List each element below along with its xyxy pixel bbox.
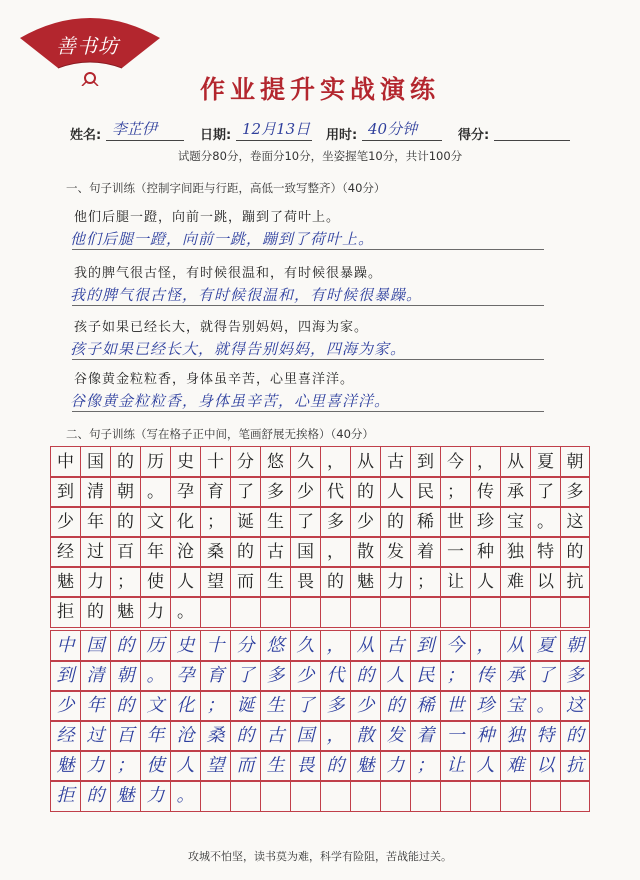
grid-cell: 珍 [470, 507, 500, 537]
grid-cell: 分 [230, 631, 260, 661]
grid-row [50, 750, 590, 782]
time-value: 40分钟 [368, 120, 418, 138]
grid-row [50, 446, 590, 478]
grid-cell: 一 [440, 537, 470, 567]
grid-cell: 力 [140, 781, 170, 811]
grid-cell [380, 597, 410, 627]
grid-cell [200, 597, 230, 627]
grid-cell: 拒 [50, 781, 80, 811]
grid-cell: 以 [530, 751, 560, 781]
grid-cell: 古 [260, 721, 290, 751]
grid-cell: 种 [470, 721, 500, 751]
writing-rule [72, 359, 544, 360]
grid-cell: 到 [410, 447, 440, 477]
grid-cell: 古 [260, 537, 290, 567]
grid-cell: ； [410, 567, 440, 597]
printed-sentence: 他们后腿一蹬，向前一跳，蹦到了荷叶上。 [74, 210, 341, 225]
grid-cell: ， [320, 631, 350, 661]
grid-cell: 从 [350, 631, 380, 661]
grid-cell: 沧 [170, 721, 200, 751]
grid-cell: 人 [170, 751, 200, 781]
grid-cell: 的 [110, 631, 140, 661]
grid-row [50, 660, 590, 692]
grid-cell: 多 [560, 661, 590, 691]
grid-row [50, 476, 590, 508]
grid-cell: 。 [140, 477, 170, 507]
name-label: 姓名: [70, 128, 102, 143]
grid-cell: 的 [80, 781, 110, 811]
scoring-note: 试题分80分，卷面分10分，坐姿握笔10分，共计100分 [177, 149, 463, 163]
date-value: 12月13日 [242, 120, 311, 138]
writing-rule [72, 249, 544, 250]
grid-cell [320, 781, 350, 811]
grid-cell: 魅 [50, 751, 80, 781]
grid-cell: 分 [230, 447, 260, 477]
grid-cell [290, 781, 320, 811]
grid-cell: 国 [290, 537, 320, 567]
grid-cell: 十 [200, 447, 230, 477]
info-bar [70, 118, 580, 144]
grid-cell: ； [110, 751, 140, 781]
grid-row [50, 720, 590, 752]
grid-cell: 传 [470, 661, 500, 691]
grid-cell: 历 [140, 631, 170, 661]
grid-cell: 多 [320, 691, 350, 721]
grid-cell: ， [470, 447, 500, 477]
grid-cell: 到 [50, 661, 80, 691]
grid-cell: 到 [410, 631, 440, 661]
grid-cell: 畏 [290, 751, 320, 781]
printed-sentence: 孩子如果已经长大，就得告别妈妈，四海为家。 [74, 320, 369, 335]
date-line [236, 140, 312, 141]
grid-cell: 文 [140, 691, 170, 721]
grid-cell: 的 [560, 537, 590, 567]
grid-cell [440, 597, 470, 627]
grid-cell: 化 [170, 691, 200, 721]
grid-cell: 畏 [290, 567, 320, 597]
grid-cell: 使 [140, 567, 170, 597]
printed-sentence: 我的脾气很古怪，有时候很温和，有时候很暴躁。 [74, 266, 383, 281]
grid-cell: 育 [200, 661, 230, 691]
name-line [106, 140, 184, 141]
grid-cell: 化 [170, 507, 200, 537]
grid-row [50, 566, 590, 598]
grid-cell: 的 [320, 567, 350, 597]
grid-cell: 魅 [110, 781, 140, 811]
grid-cell: 到 [50, 477, 80, 507]
grid-cell: 多 [260, 661, 290, 691]
grid-cell [380, 781, 410, 811]
grid-cell: 的 [350, 477, 380, 507]
grid-cell: 清 [80, 661, 110, 691]
grid-cell: 。 [530, 507, 560, 537]
grid-cell: 的 [110, 507, 140, 537]
grid-cell: 清 [80, 477, 110, 507]
grid-cell: 这 [560, 691, 590, 721]
grid-cell: 着 [410, 721, 440, 751]
grid-cell: 让 [440, 567, 470, 597]
grid-cell: 多 [560, 477, 590, 507]
grid-cell: 的 [80, 597, 110, 627]
grid-cell: 百 [110, 721, 140, 751]
handwritten-sentence: 我的脾气很古怪，有时候很温和，有时候很暴躁。 [70, 286, 423, 304]
grid-cell: 了 [230, 661, 260, 691]
grid-cell: 着 [410, 537, 440, 567]
grid-cell [230, 781, 260, 811]
grid-cell: 承 [500, 661, 530, 691]
grid-cell: 的 [320, 751, 350, 781]
grid-cell: 从 [500, 631, 530, 661]
grid-cell: 的 [380, 507, 410, 537]
grid-cell: 世 [440, 691, 470, 721]
grid-cell [410, 597, 440, 627]
grid-cell: 生 [260, 691, 290, 721]
grid-cell [350, 781, 380, 811]
grid-cell [410, 781, 440, 811]
grid-cell: 发 [380, 721, 410, 751]
grid-cell: 抗 [560, 751, 590, 781]
writing-rule [72, 411, 544, 412]
grid-cell: 的 [110, 447, 140, 477]
grid-cell: 望 [200, 751, 230, 781]
grid-cell [260, 781, 290, 811]
grid-cell: 的 [230, 537, 260, 567]
grid-cell: 过 [80, 537, 110, 567]
grid-cell: ； [410, 751, 440, 781]
grid-cell: 让 [440, 751, 470, 781]
grid-cell: 人 [380, 661, 410, 691]
grid-cell: 少 [290, 661, 320, 691]
grid-cell: 史 [170, 447, 200, 477]
grid-cell: 生 [260, 751, 290, 781]
grid-cell: 中 [50, 631, 80, 661]
grid-row [50, 506, 590, 538]
grid-cell: 少 [50, 691, 80, 721]
grid-cell: 散 [350, 537, 380, 567]
grid-cell: 民 [410, 661, 440, 691]
grid-cell: 宝 [500, 507, 530, 537]
score-line [494, 140, 570, 141]
grid-cell: ， [320, 537, 350, 567]
grid-cell: 而 [230, 567, 260, 597]
grid-cell: 的 [380, 691, 410, 721]
printed-sentence: 谷像黄金粒粒香，身体虽辛苦，心里喜洋洋。 [74, 372, 355, 387]
grid-cell: 稀 [410, 507, 440, 537]
grid-cell: 今 [440, 631, 470, 661]
grid-cell [290, 597, 320, 627]
grid-cell [560, 781, 590, 811]
score-label: 得分: [458, 128, 490, 143]
grid-cell: 散 [350, 721, 380, 751]
grid-cell: 久 [290, 447, 320, 477]
grid-cell: 孕 [170, 477, 200, 507]
grid-cell: 力 [80, 751, 110, 781]
time-line [362, 140, 442, 141]
grid-cell: 多 [260, 477, 290, 507]
grid-cell: 的 [560, 721, 590, 751]
grid-cell: 朝 [110, 477, 140, 507]
grid-cell: ； [110, 567, 140, 597]
grid-cell: 经 [50, 537, 80, 567]
grid-cell: 魅 [350, 751, 380, 781]
grid-row [50, 536, 590, 568]
grid-cell: 特 [530, 721, 560, 751]
grid-cell: 珍 [470, 691, 500, 721]
section2-heading: 二、句子训练（写在格子正中间，笔画舒展无挨格）（40分） [66, 427, 374, 441]
grid-cell: 世 [440, 507, 470, 537]
grid-cell: 今 [440, 447, 470, 477]
grid-cell: 少 [50, 507, 80, 537]
grid-row [50, 780, 590, 812]
grid-cell: 。 [140, 661, 170, 691]
grid-cell: 。 [170, 781, 200, 811]
grid-cell: 国 [80, 631, 110, 661]
grid-cell: 代 [320, 661, 350, 691]
grid-cell: 育 [200, 477, 230, 507]
grid-cell: ， [320, 721, 350, 751]
grid-cell [260, 597, 290, 627]
grid-cell: 拒 [50, 597, 80, 627]
grid-cell: 悠 [260, 447, 290, 477]
grid-cell: ， [470, 631, 500, 661]
grid-cell: 魅 [350, 567, 380, 597]
grid-cell: 独 [500, 537, 530, 567]
grid-cell [530, 597, 560, 627]
grid-cell: 年 [80, 507, 110, 537]
grid-cell: 人 [170, 567, 200, 597]
grid-cell: 种 [470, 537, 500, 567]
grid-cell: 年 [80, 691, 110, 721]
grid-cell: 而 [230, 751, 260, 781]
grid-cell: 传 [470, 477, 500, 507]
grid-cell: 了 [290, 691, 320, 721]
grid-cell: 的 [110, 691, 140, 721]
grid-cell: 百 [110, 537, 140, 567]
grid-cell: 力 [140, 597, 170, 627]
grid-cell: 难 [500, 751, 530, 781]
time-label: 用时: [326, 128, 358, 143]
writing-rule [72, 305, 544, 306]
grid-cell: 年 [140, 721, 170, 751]
grid-cell [320, 597, 350, 627]
grid-cell: 代 [320, 477, 350, 507]
grid-cell: 历 [140, 447, 170, 477]
grid-cell: 力 [380, 751, 410, 781]
grid-cell: 抗 [560, 567, 590, 597]
grid-cell: ； [440, 661, 470, 691]
grid-cell: 魅 [50, 567, 80, 597]
grid-cell: ， [320, 447, 350, 477]
grid-cell: 诞 [230, 691, 260, 721]
grid-cell: 过 [80, 721, 110, 751]
grid-cell: 文 [140, 507, 170, 537]
grid-cell: 难 [500, 567, 530, 597]
grid-cell: 朝 [560, 631, 590, 661]
grid-cell [560, 597, 590, 627]
grid-cell: 的 [230, 721, 260, 751]
grid-cell: 十 [200, 631, 230, 661]
grid-cell [470, 597, 500, 627]
grid-cell: 史 [170, 631, 200, 661]
grid-cell: 古 [380, 631, 410, 661]
grid-cell: 望 [200, 567, 230, 597]
grid-cell: 力 [380, 567, 410, 597]
grid-cell: 夏 [530, 447, 560, 477]
grid-cell: 。 [530, 691, 560, 721]
grid-cell: 的 [350, 661, 380, 691]
grid-cell [470, 781, 500, 811]
grid-cell: ； [440, 477, 470, 507]
grid-cell: 。 [170, 597, 200, 627]
grid-cell: 沧 [170, 537, 200, 567]
grid-cell: 生 [260, 507, 290, 537]
grid-row [50, 630, 590, 662]
grid-cell: 经 [50, 721, 80, 751]
grid-cell [500, 781, 530, 811]
grid-cell: 夏 [530, 631, 560, 661]
grid-cell: 久 [290, 631, 320, 661]
grid-row [50, 690, 590, 722]
grid-cell: 生 [260, 567, 290, 597]
grid-cell: 这 [560, 507, 590, 537]
grid-cell: 魅 [110, 597, 140, 627]
grid-cell [500, 597, 530, 627]
grid-cell [200, 781, 230, 811]
grid-cell: 了 [290, 507, 320, 537]
grid-cell: 国 [290, 721, 320, 751]
grid-cell: 以 [530, 567, 560, 597]
grid-cell [530, 781, 560, 811]
grid-cell: 孕 [170, 661, 200, 691]
handwritten-sentence: 谷像黄金粒粒香，身体虽辛苦，心里喜洋洋。 [70, 392, 391, 410]
grid-cell: 特 [530, 537, 560, 567]
page-title: 作业提升实战演练 [199, 75, 440, 104]
name-value: 李芷伊 [112, 120, 158, 138]
grid-cell: ； [200, 507, 230, 537]
grid-cell: 年 [140, 537, 170, 567]
logo-text: 善书坊 [56, 34, 119, 58]
grid-cell: 宝 [500, 691, 530, 721]
grid-cell: 了 [530, 477, 560, 507]
grid-row [50, 596, 590, 628]
grid-cell: 少 [350, 507, 380, 537]
grid-cell: 民 [410, 477, 440, 507]
grid-cell: 使 [140, 751, 170, 781]
grid-cell [350, 597, 380, 627]
grid-cell [230, 597, 260, 627]
grid-cell [440, 781, 470, 811]
grid-cell: 诞 [230, 507, 260, 537]
grid-cell: 桑 [200, 721, 230, 751]
footer-motto: 攻城不怕坚，读书莫为难，科学有险阻，苦战能过关。 [188, 850, 452, 863]
grid-cell: 人 [470, 567, 500, 597]
grid-cell: 中 [50, 447, 80, 477]
handwritten-sentence: 孩子如果已经长大，就得告别妈妈，四海为家。 [70, 340, 407, 358]
grid-cell: 了 [530, 661, 560, 691]
grid-cell: 人 [380, 477, 410, 507]
grid-cell: 一 [440, 721, 470, 751]
grid-cell: 力 [80, 567, 110, 597]
grid-cell: 多 [320, 507, 350, 537]
grid-cell: ； [200, 691, 230, 721]
grid-cell: 独 [500, 721, 530, 751]
grid-cell: 少 [290, 477, 320, 507]
grid-cell: 朝 [560, 447, 590, 477]
grid-cell: 从 [500, 447, 530, 477]
grid-cell: 朝 [110, 661, 140, 691]
handwritten-sentence: 他们后腿一蹬，向前一跳，蹦到了荷叶上。 [70, 230, 375, 248]
grid-cell: 人 [470, 751, 500, 781]
section1-heading: 一、句子训练（控制字间距与行距，高低一致写整齐）（40分） [66, 181, 386, 195]
grid-cell: 从 [350, 447, 380, 477]
grid-cell: 国 [80, 447, 110, 477]
grid-cell: 古 [380, 447, 410, 477]
date-label: 日期: [200, 128, 232, 143]
grid-cell: 稀 [410, 691, 440, 721]
grid-cell: 发 [380, 537, 410, 567]
grid-cell: 少 [350, 691, 380, 721]
grid-cell: 承 [500, 477, 530, 507]
grid-cell: 了 [230, 477, 260, 507]
grid-cell: 桑 [200, 537, 230, 567]
grid-cell: 悠 [260, 631, 290, 661]
